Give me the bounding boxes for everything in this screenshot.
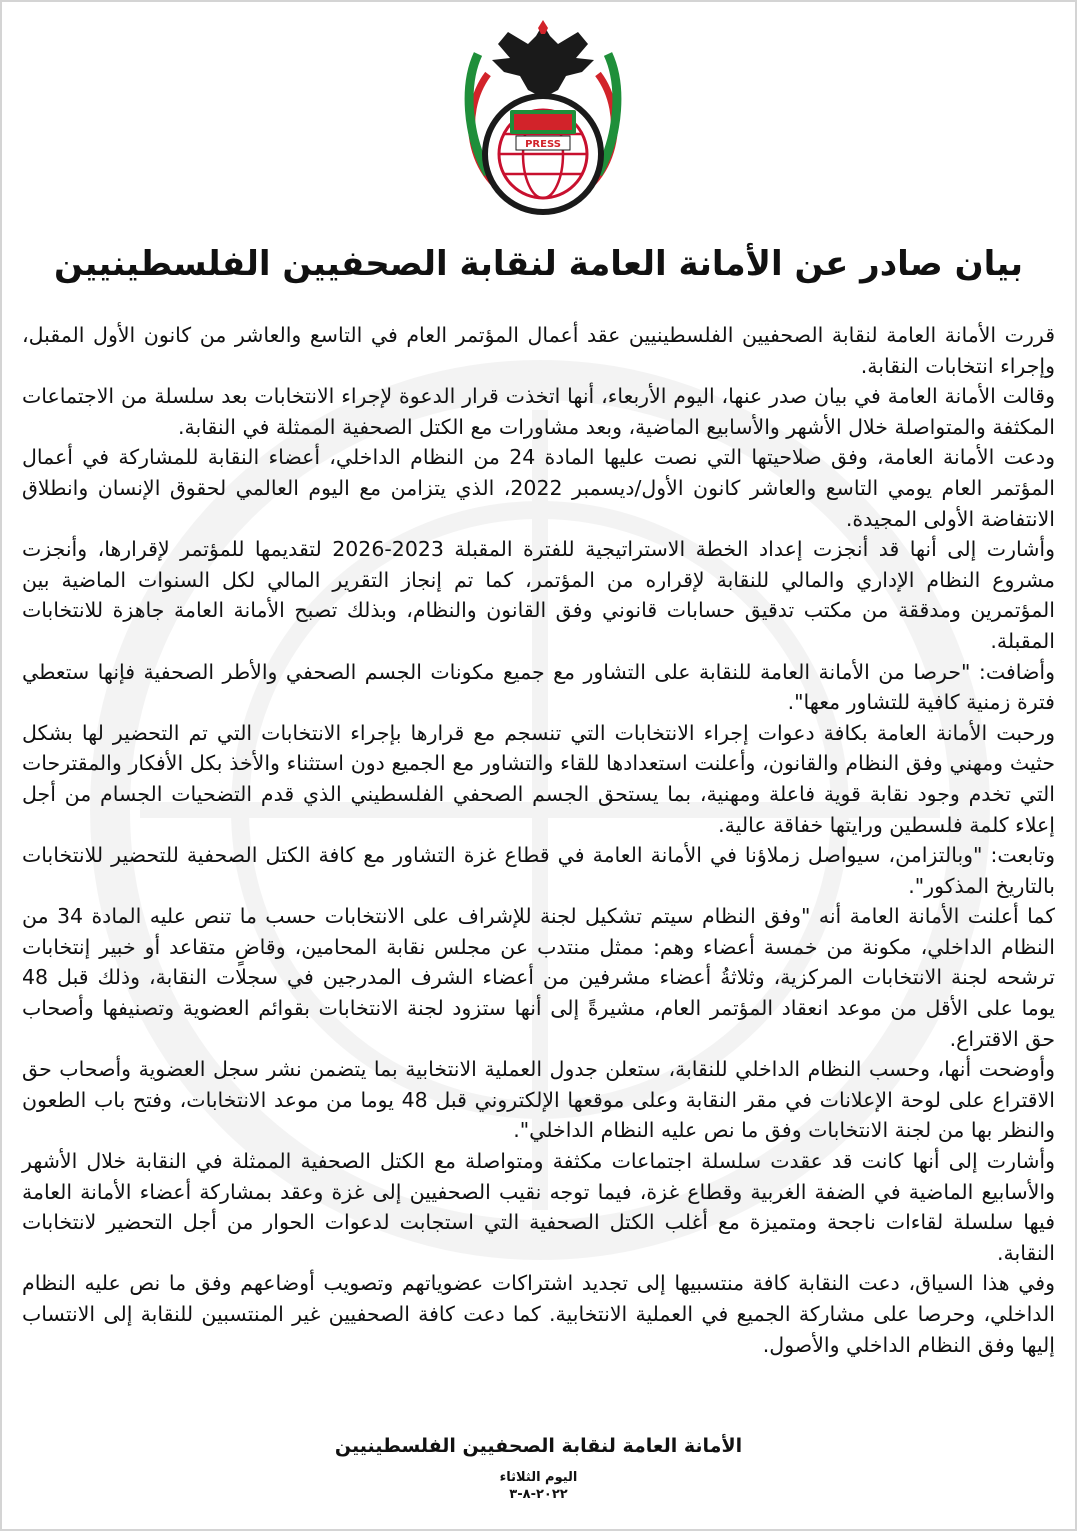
syndicate-logo — [448, 14, 638, 220]
paragraph-4: وأشارت إلى أنها قد أنجزت إعداد الخطة الاستراتيجية للفترة المقبلة 2023-2026 لتقديمها للمؤتمر لإقرارها، وأنجزت مشروع النظام الإداري والمالي للنقابة لإقراره من المؤتمر، كما تم إنجاز التقرير المالي لكل السنوات الماضية بين المؤتمرين ومدققة من مكتب تدقيق حسابات قانوني وفق القانون والنظام، وبذلك تصبح الأمانة العامة جاهزة للانتخابات المقبلة. — [22, 537, 1055, 653]
document-title: بيان صادر عن الأمانة العامة لنقابة الصحفيين الفلسطينيين — [53, 244, 1024, 284]
paragraph-11: وفي هذا السياق، دعت النقابة كافة منتسبيها إلى تجديد اشتراكات عضوياتهم وتصويب أوضاعهم وفق ما نص عليه النظام الداخلي، وحرصا على مشاركة الجميع في العملية الانتخابية. كما دعت كافة الصحفيين غير المنتسبين للنقابة إلى الانتساب إليها وفق النظام الداخلي والأصول. — [22, 1271, 1055, 1357]
paragraph-9: وأوضحت أنها، وحسب النظام الداخلي للنقابة، ستعلن جدول العملية الانتخابية بما يتضمن نشر سجل العضوية وأصحاب حق الاقتراع على لوحة الإعلانات في مقر النقابة وعلى موقعها الإلكتروني قبل 48 يوما من موعد الانتخابات، وفتح باب الطعون والنظر بها من لجنة الانتخابات وفق ما نص عليه النظام الداخلي". — [22, 1057, 1055, 1143]
document-body — [22, 320, 1055, 1360]
signature-block — [0, 1433, 1077, 1503]
paragraph-5: وأضافت: "حرصا من الأمانة العامة للنقابة على التشاور مع جميع مكونات الجسم الصحفي والأطر الصحفية فإنها ستعطي فترة زمنية كافية للتشاور معها". — [22, 659, 1055, 715]
paragraph-1: قررت الأمانة العامة لنقابة الصحفيين الفلسطينيين عقد أعمال المؤتمر العام في التاسع والعاشر من كانون الأول المقبل، وإجراء انتخابات النقابة. — [22, 323, 1055, 378]
signature-date: ٢٠٢٢-٨-٣ — [509, 1487, 568, 1502]
paragraph-6: ورحبت الأمانة العامة بكافة دعوات إجراء الانتخابات التي تنسجم مع قرارها بإجراء الانتخابات التي تم التحضير لها بشكل حثيث ومهني وفق النظام والقانون، وأعلنت استعدادها للقاء والتشاور مع الجميع دون استثناء والأخذ بكل الأفكار والمقترحات التي تخدم وجود نقابة قوية فاعلة ومهنية، بما يستحق الجسم الصحفي الفلسطيني الذي قدم التضحيات الجسام من أجل إعلاء كلمة فلسطين ورايتها خفاقة عالية. — [22, 720, 1055, 837]
signature-org: الأمانة العامة لنقابة الصحفيين الفلسطينيين — [334, 1435, 743, 1457]
paragraph-2: وقالت الأمانة العامة في بيان صدر عنها، اليوم الأربعاء، أنها اتخذت قرار الدعوة لإجراء الانتخابات بعد سلسلة من الاجتماعات المكثفة والمتواصلة خلال الأشهر والأسابيع الماضية، وبعد مشاورات مع الكتل الصحفية الممثلة في النقابة. — [22, 384, 1055, 439]
paragraph-7: وتابعت: "وبالتزامن، سيواصل زملاؤنا في الأمانة العامة في قطاع غزة التشاور مع كافة الكتل الصحفية للتحضير للانتخابات بالتاريخ المذكور". — [22, 843, 1055, 898]
paragraph-3: ودعت الأمانة العامة، وفق صلاحيتها التي نصت عليها المادة 24 من النظام الداخلي، أعضاء النقابة للمشاركة في أعمال المؤتمر العام يومي التاسع والعاشر كانون الأول/ديسمبر 2022، الذي يتزامن مع اليوم العالمي لحقوق الإنسان وانطلاق الانتفاضة الأولى المجيدة. — [22, 445, 1055, 531]
paragraph-8: كما أعلنت الأمانة العامة أنه "وفق النظام سيتم تشكيل لجنة للإشراف على الانتخابات حسب ما تنص عليه المادة 34 من النظام الداخلي، مكونة من خمسة أعضاء وهم: ممثل منتدب عن مجلس نقابة المحامين، وقاضٍ متقاعد أو خبير إنتخابات ترشحه لجنة الانتخابات المركزية، وثلاثةُ أعضاء مشرفين من أعضاء الشرف المدرجين في سجلات النقابة، وذلك قبل 48 يوما على الأقل من موعد انعقاد المؤتمر العام، مشيرةً إلى أنها ستزود لجنة الانتخابات بقوائم العضوية وتصنيفها وأصحاب حق الاقتراع. — [22, 904, 1055, 1051]
signature-day: اليوم الثلاثاء — [499, 1470, 578, 1485]
paragraph-10: وأشارت إلى أنها كانت قد عقدت سلسلة اجتماعات مكثفة ومتواصلة مع الكتل الصحفية الممثلة في النقابة خلال الأشهر والأسابيع الماضية في الضفة الغربية وقطاع غزة، فيما توجه نقيب الصحفيين إلى غزة وعقد بمشاركة أعضاء الأمانة العامة فيها سلسلة لقاءات ناجحة ومتميزة مع أغلب الكتل الصحفية التي استجابت لدعوات الحوار من أجل التحضير لانتخابات النقابة. — [22, 1149, 1055, 1265]
logo-press-text: PRESS — [525, 139, 561, 150]
